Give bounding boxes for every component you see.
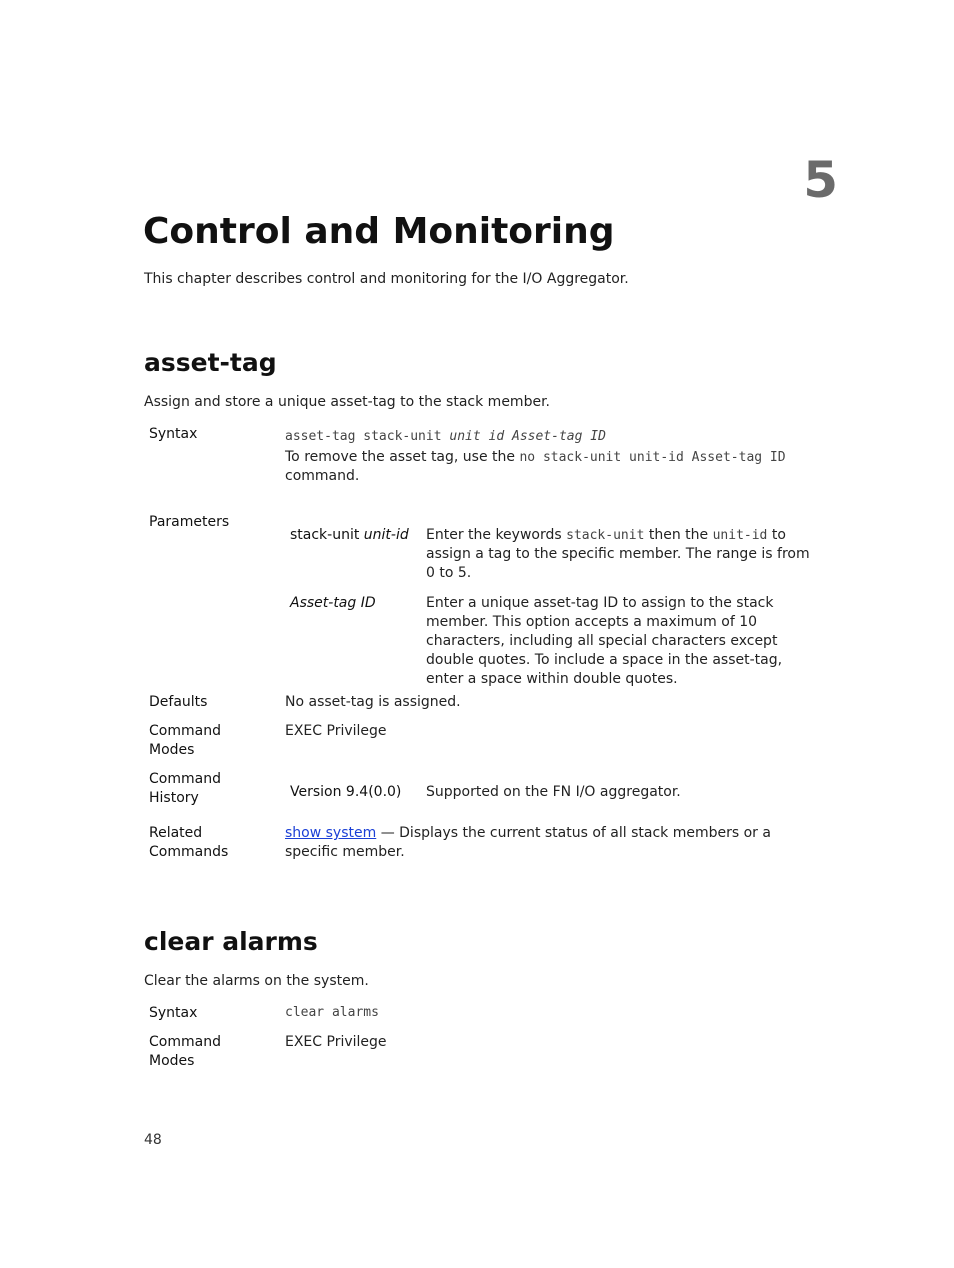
clear-alarms-syntax: clear alarms xyxy=(285,1005,379,1020)
param-code-stack-unit: stack-unit xyxy=(566,528,645,543)
parameters-label: Parameters xyxy=(149,514,230,530)
remove-suffix: command. xyxy=(285,468,360,484)
syntax-label: Syntax xyxy=(149,426,198,442)
page-number: 48 xyxy=(144,1132,162,1148)
syntax-command: asset-tag stack-unit xyxy=(285,429,450,444)
command-history-label: Command History xyxy=(149,771,221,806)
chapter-number: 5 xyxy=(803,151,838,209)
param-key-plain: stack-unit xyxy=(290,527,364,543)
clear-alarms-command-modes-label: Command Modes xyxy=(149,1034,221,1069)
clear-alarms-heading: clear alarms xyxy=(144,927,318,956)
syntax-command-args: unit id Asset-tag ID xyxy=(449,429,606,444)
param-key-asset-tag-id: Asset-tag ID xyxy=(290,595,376,611)
asset-tag-syntax xyxy=(285,425,815,446)
param-desc-text: Enter the keywords xyxy=(426,527,567,543)
command-modes-value: EXEC Privilege xyxy=(285,723,387,739)
show-system-link[interactable]: show system xyxy=(285,825,377,841)
history-version: Version 9.4(0.0) xyxy=(290,784,402,800)
remove-prefix: To remove the asset tag, use the xyxy=(285,449,520,465)
command-modes-label: Command Modes xyxy=(149,723,221,758)
param-desc-text: to assign a tag to the specific member. The range is from 0 to 5. xyxy=(426,527,810,581)
param-desc-stack-unit xyxy=(426,526,818,583)
clear-alarms-command-modes-value: EXEC Privilege xyxy=(285,1034,387,1050)
param-desc-text: then the xyxy=(644,527,713,543)
asset-tag-heading: asset-tag xyxy=(144,348,277,377)
clear-alarms-description: Clear the alarms on the system. xyxy=(144,973,369,989)
asset-tag-description: Assign and store a unique asset-tag to the stack member. xyxy=(144,394,550,410)
remove-command: no stack-unit unit-id Asset-tag ID xyxy=(519,450,786,465)
clear-alarms-syntax-label: Syntax xyxy=(149,1005,198,1021)
related-commands-value xyxy=(285,824,815,862)
related-commands-label: Related Commands xyxy=(149,825,229,860)
param-key-stack-unit xyxy=(290,526,410,545)
chapter-title: Control and Monitoring xyxy=(143,211,615,252)
chapter-intro: This chapter describes control and monitoring for the I/O Aggregator. xyxy=(144,271,629,287)
defaults-label: Defaults xyxy=(149,694,208,710)
param-code-unit-id: unit-id xyxy=(712,528,768,543)
defaults-value: No asset-tag is assigned. xyxy=(285,694,461,710)
history-description: Supported on the FN I/O aggregator. xyxy=(426,784,681,800)
param-desc-asset-tag-id: Enter a unique asset-tag ID to assign to the stack member. This option accepts a maximum of 10 characters, including all special characters except double quotes. To include a space in the asset-tag, enter a space within double quotes. xyxy=(426,595,783,687)
param-key-italic: unit-id xyxy=(363,527,409,543)
related-description: — Displays the current status of all stack members or a specific member. xyxy=(285,825,771,860)
remove-instruction xyxy=(285,448,815,486)
